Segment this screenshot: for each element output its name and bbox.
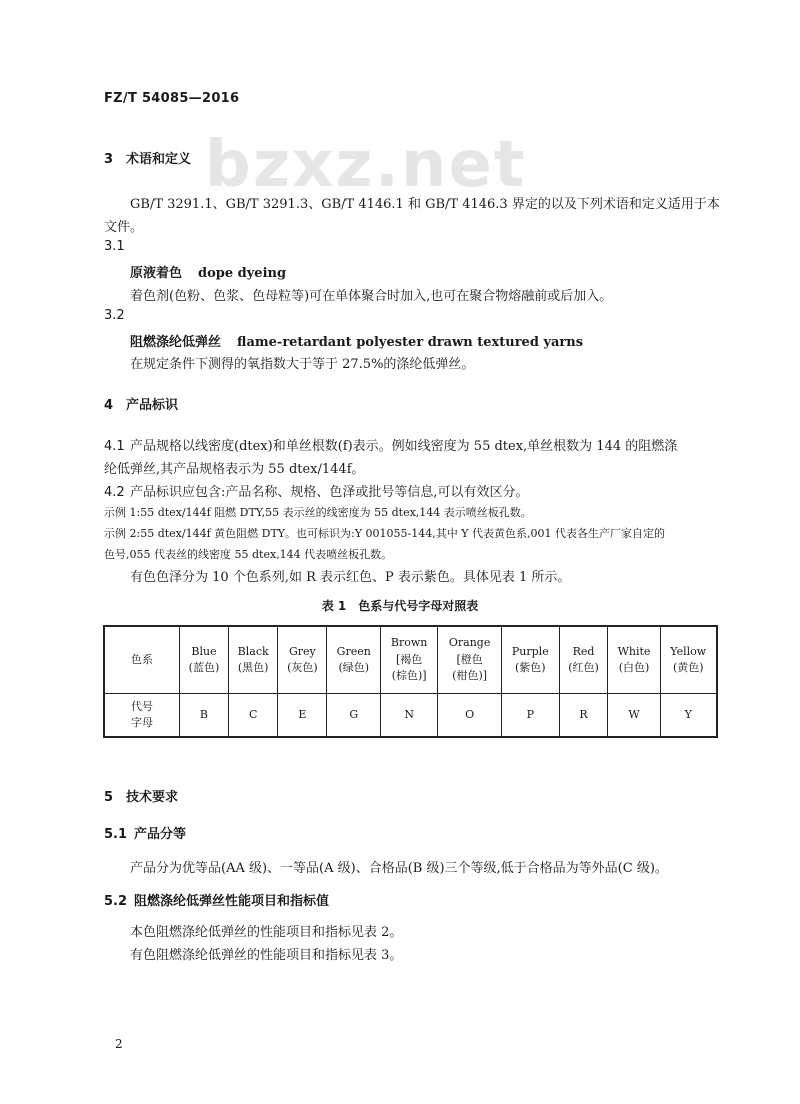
section-number: 5.1: [104, 827, 128, 842]
term-3-2-definition: 在规定条件下测得的氧指数大于等于 27.5%的涤纶低弹丝。: [130, 357, 475, 372]
table-1-caption: [0, 597, 800, 614]
clause-4-1-line-1: [104, 435, 677, 454]
term-en: dope dyeing: [198, 266, 287, 281]
header-line: 字母: [131, 716, 153, 729]
color-name-zh-alt: (棕色)]: [391, 669, 427, 683]
row-header-color-series: 色系: [104, 626, 180, 694]
table-title: 色系与代号字母对照表: [358, 599, 479, 613]
code-cell-yellow: Y: [660, 694, 717, 738]
code-cell-orange: O: [438, 694, 502, 738]
color-name-zh: (红色): [568, 661, 599, 674]
color-name-en: Green: [336, 644, 371, 658]
header-line: 代号: [131, 699, 153, 713]
term-3-1-number: 3.1: [104, 239, 125, 254]
section-5-2-line-1: 本色阻燃涤纶低弹丝的性能项目和指标见表 2。: [130, 925, 403, 940]
section-title: 产品标识: [126, 398, 179, 413]
section-5-1-text: 产品分为优等品(AA 级)、一等品(A 级)、合格品(B 级)三个等级,低于合格品为等外品(C 级)。: [130, 861, 668, 876]
color-name-zh: (灰色): [287, 661, 318, 674]
code-cell-blue: B: [180, 694, 229, 738]
color-name-zh: (黑色): [237, 661, 269, 674]
clause-4-1-line-2: 纶低弹丝,其产品规格表示为 55 dtex/144f。: [104, 462, 365, 477]
page-number: 2: [115, 1037, 123, 1051]
section-number: 4: [104, 398, 114, 413]
section-5-2-line-2: 有色阻燃涤纶低弹丝的性能项目和指标见表 3。: [130, 948, 403, 963]
document-code: FZ/T 54085—2016: [104, 91, 240, 106]
section-5-1-heading: [104, 823, 186, 842]
color-cell-orange: [438, 626, 502, 694]
code-cell-black: C: [228, 694, 277, 738]
term-en: flame-retardant polyester drawn textured yarns: [237, 335, 584, 350]
color-name-en: Yellow: [670, 644, 707, 658]
color-cell-grey: [278, 626, 327, 694]
clause-number: 4.1: [104, 439, 125, 454]
term-3-2: [130, 331, 583, 350]
section-number: 5.2: [104, 894, 128, 909]
table-number: 表 1: [321, 599, 347, 613]
section-5-heading: [104, 786, 178, 805]
color-cell-white: [608, 626, 660, 694]
color-name-en: Grey: [288, 644, 316, 658]
color-cell-purple: [502, 626, 560, 694]
color-name-zh: (紫色): [515, 661, 546, 674]
code-cell-red: R: [559, 694, 608, 738]
color-name-zh: (绿色): [338, 661, 370, 674]
color-cell-green: [327, 626, 381, 694]
color-name-zh: [橙色: [456, 652, 483, 666]
code-cell-brown: N: [381, 694, 438, 738]
clause-number: 4.2: [104, 485, 125, 500]
section-title: 技术要求: [126, 790, 179, 805]
color-name-en: Orange: [448, 636, 491, 650]
section-5-2-heading: [104, 890, 329, 909]
section-title: 术语和定义: [126, 152, 192, 167]
color-name-en: Red: [572, 644, 595, 658]
clause-4-2: [104, 481, 529, 500]
color-name-en: White: [617, 644, 651, 658]
term-3-1-definition: 着色剂(色粉、色浆、色母粒等)可在单体聚合时加入,也可在聚合物熔融前或后加入。: [130, 289, 613, 304]
example-2-line-2: 色号,055 代表丝的线密度 55 dtex,144 代表喷丝板孔数。: [104, 548, 393, 561]
color-name-en: Black: [237, 644, 269, 658]
code-cell-grey: E: [278, 694, 327, 738]
color-name-en: Blue: [191, 644, 217, 658]
watermark: bzxz.net: [205, 128, 527, 202]
color-series-row: [104, 626, 717, 694]
section-title: 产品分等: [134, 827, 187, 842]
color-code-table: [103, 625, 718, 738]
code-cell-green: G: [327, 694, 381, 738]
code-letter-row: [104, 694, 717, 738]
color-name-zh: [褐色: [396, 652, 423, 666]
color-name-zh: (黄色): [672, 661, 704, 674]
term-zh: 阻燃涤纶低弹丝: [130, 335, 222, 350]
section-number: 5: [104, 790, 114, 805]
color-cell-black: [228, 626, 277, 694]
color-cell-red: [559, 626, 608, 694]
section-3-intro-line-1: GB/T 3291.1、GB/T 3291.3、GB/T 4146.1 和 GB/T 4146.3 界定的以及下列术语和定义适用于本: [130, 197, 720, 212]
color-name-zh: (白色): [618, 661, 650, 674]
color-name-zh: (蓝色): [188, 661, 220, 674]
section-4-heading: [104, 394, 178, 413]
color-name-en: Purple: [511, 644, 549, 658]
term-3-1: [130, 262, 286, 281]
color-cell-brown: [381, 626, 438, 694]
term-3-2-number: 3.2: [104, 308, 125, 323]
code-cell-purple: P: [502, 694, 560, 738]
section-number: 3: [104, 152, 114, 167]
example-1: 示例 1:55 dtex/144f 阻燃 DTY,55 表示丝的线密度为 55 dtex,144 表示喷丝板孔数。: [104, 506, 532, 519]
color-name-zh-alt: (柑色)]: [452, 669, 488, 683]
section-title: 阻燃涤纶低弹丝性能项目和指标值: [134, 894, 330, 909]
example-2-line-1: 示例 2:55 dtex/144f 黄色阻燃 DTY。也可标识为:Y 001055-144,其中 Y 代表黄色系,001 代表各生产厂家自定的: [104, 527, 665, 540]
section-3-intro-line-2: 文件。: [104, 220, 144, 235]
clause-text: 产品标识应包含:产品名称、规格、色泽或批号等信息,可以有效区分。: [130, 485, 529, 500]
color-name-en: Brown: [390, 636, 428, 650]
color-series-note: 有色色泽分为 10 个色系列,如 R 表示红色、P 表示紫色。具体见表 1 所示。: [130, 570, 571, 585]
color-cell-yellow: [660, 626, 717, 694]
code-cell-white: W: [608, 694, 660, 738]
color-cell-blue: [180, 626, 229, 694]
clause-text: 产品规格以线密度(dtex)和单丝根数(f)表示。例如线密度为 55 dtex,单丝根数为 144 的阻燃涤: [130, 439, 678, 454]
term-zh: 原液着色: [130, 266, 183, 281]
section-3-heading: [104, 148, 191, 167]
row-header-code-letter: [104, 694, 180, 738]
